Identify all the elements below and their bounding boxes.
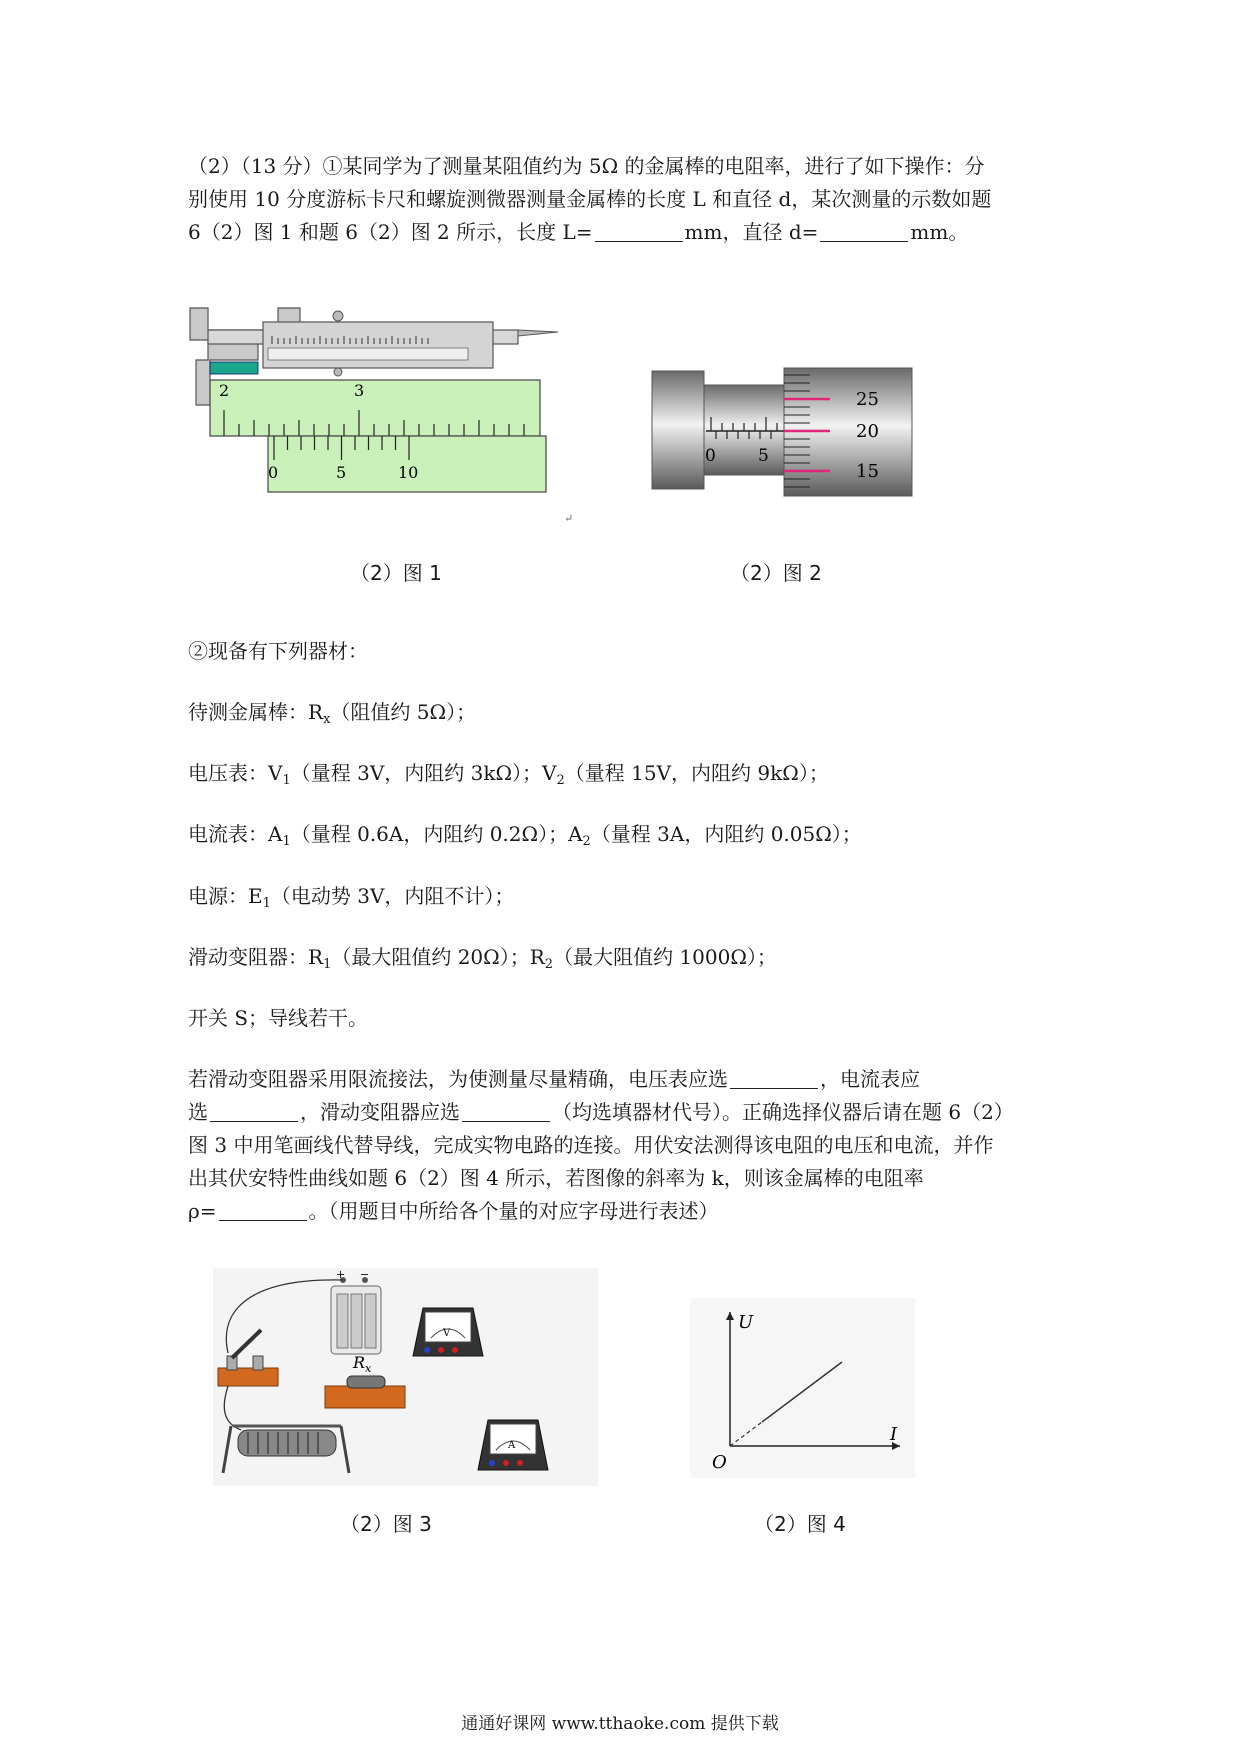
answer-blank-rheostat[interactable] <box>462 1099 550 1122</box>
battery-plus: + <box>336 1268 346 1281</box>
figure-3-caption: （2）图 3 <box>340 1512 432 1536</box>
vernier-caliper-figure <box>188 300 578 540</box>
question-line-3: 6（2）图 1 和题 6（2）图 2 所示，长度 L= mm，直径 d= mm。 <box>188 220 969 244</box>
sleeve-label: 5 <box>758 446 769 466</box>
origin-label: O <box>712 1452 727 1473</box>
equipment-ammeters: 电流表：$A_1$（量程 0.6A，内阻约 0.2Ω）；$A_2$（量程 3A，内阻约 0.05Ω）； <box>188 822 862 849</box>
task-line-2: 选 ，滑动变阻器应选 （均选填器材代号）。正确选择仪器后请在题 6（2） <box>188 1100 1014 1124</box>
battery-minus: − <box>360 1268 370 1281</box>
task-line-1: 若滑动变阻器采用限流接法，为使测量尽量精确，电压表应选 ，电流表应 <box>188 1067 920 1091</box>
sleeve-label: 0 <box>705 446 716 466</box>
answer-blank-ammeter[interactable] <box>210 1099 298 1122</box>
answer-blank-length[interactable] <box>595 219 683 242</box>
y-axis-label: U <box>738 1312 754 1333</box>
equipment-rheostats: 滑动变阻器：$R_1$（最大阻值约 20Ω）；$R_2$（最大阻值约 1000Ω）； <box>188 945 777 972</box>
task-line-3: 图 3 中用笔画线代替导线，完成实物电路的连接。用伏安法测得该电阻的电压和电流，并作 <box>188 1133 994 1157</box>
vernier-scale-label: 0 <box>268 463 279 482</box>
equipment-source: 电源：$E_1$（电动势 3V，内阻不计）； <box>188 884 515 911</box>
figure-1-caption: （2）图 1 <box>350 561 442 585</box>
u-i-graph-figure <box>690 1298 915 1478</box>
equipment-rod: 待测金属棒：$R_x$（阻值约 5Ω）； <box>188 700 477 727</box>
micrometer-figure <box>650 363 915 503</box>
main-scale-label: 3 <box>354 381 365 400</box>
question-line-2: 别使用 10 分度游标卡尺和螺旋测微器测量金属棒的长度 L 和直径 d，某次测量的示数如题 <box>188 187 992 211</box>
ammeter-label: A <box>508 1440 516 1451</box>
question-line-1: （2）（13 分）①某同学为了测量某阻值约为 5Ω 的金属棒的电阻率，进行了如下操作：分 <box>188 154 985 178</box>
answer-blank-voltmeter[interactable] <box>730 1066 818 1089</box>
return-mark: ↵ <box>564 512 574 525</box>
equipment-heading: ②现备有下列器材： <box>188 639 368 663</box>
vernier-scale-label: 5 <box>336 463 347 482</box>
vernier-scale-label: 10 <box>398 463 419 482</box>
page-footer: 通通好课网 www.tthaoke.com 提供下载 <box>461 1714 779 1734</box>
figure-2-caption: （2）图 2 <box>730 561 822 585</box>
voltmeter-label: V <box>443 1328 451 1339</box>
thimble-label: 25 <box>856 389 879 410</box>
task-line-4: 出其伏安特性曲线如题 6（2）图 4 所示，若图像的斜率为 k，则该金属棒的电阻率 <box>188 1166 924 1190</box>
thimble-label: 20 <box>856 421 879 442</box>
circuit-components-figure <box>213 1268 598 1486</box>
x-axis-label: I <box>890 1424 898 1445</box>
rx-label: $R_x$ <box>353 1353 372 1375</box>
equipment-voltmeters: 电压表：$V_1$（量程 3V，内阻约 3kΩ）；$V_2$（量程 15V，内阻约 9kΩ）； <box>188 761 829 788</box>
task-line-5: ρ= 。（用题目中所给各个量的对应字母进行表述） <box>188 1199 719 1223</box>
main-scale-label: 2 <box>219 381 230 400</box>
answer-blank-diameter[interactable] <box>820 219 908 242</box>
answer-blank-resistivity[interactable] <box>219 1198 307 1221</box>
equipment-switch: 开关 S；导线若干。 <box>188 1006 369 1030</box>
thimble-label: 15 <box>856 461 879 482</box>
figure-4-caption: （2）图 4 <box>754 1512 846 1536</box>
